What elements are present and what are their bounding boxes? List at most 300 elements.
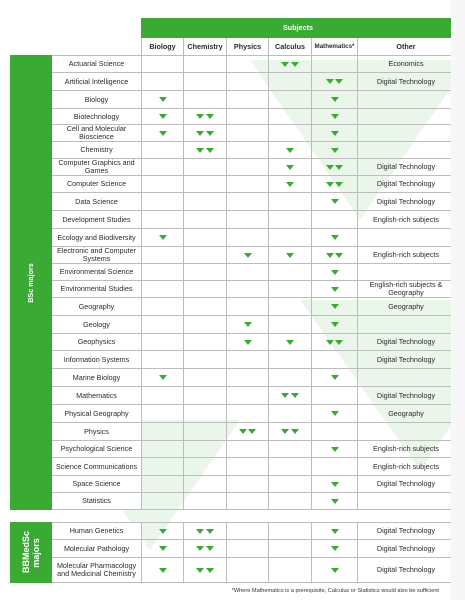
requirement-triangle-icon [286,253,294,258]
major-name: Actuarial Science [52,56,142,73]
subject-requirements-table [10,18,455,583]
major-name: Development Studies [52,211,142,229]
major-name: Mathematics [52,387,142,405]
requirement-cell [269,73,312,91]
other-subjects: English-rich subjects [358,441,455,458]
requirement-cell [184,56,227,73]
requirement-cell [184,281,227,298]
other-subjects [358,229,455,247]
requirement-cell [312,405,358,423]
requirement-cell [142,441,184,458]
requirement-cell [184,441,227,458]
major-name: Molecular Pathology [52,540,142,558]
requirement-cell [269,281,312,298]
requirement-cell [142,387,184,405]
requirement-triangle-icon [331,270,339,275]
other-subjects: Digital Technology [358,73,455,91]
requirement-triangle-icon [335,182,343,187]
major-name: Geophysics [52,334,142,351]
other-subjects: Digital Technology [358,176,455,193]
other-subjects: Digital Technology [358,558,455,583]
requirement-cell [227,405,269,423]
requirement-cell [227,476,269,493]
requirement-cell [312,458,358,476]
requirement-triangle-icon [281,62,289,67]
major-name: Chemistry [52,142,142,159]
requirement-cell [312,523,358,540]
requirement-cell [312,264,358,281]
requirement-cell [142,125,184,142]
other-subjects [358,125,455,142]
requirement-cell [184,369,227,387]
requirement-cell [269,109,312,125]
requirement-triangle-icon [335,340,343,345]
requirement-cell [184,540,227,558]
requirement-cell [142,264,184,281]
requirement-cell [142,91,184,109]
major-name: Electronic and Computer Systems [52,247,142,264]
table-row [11,176,455,193]
requirement-cell [142,458,184,476]
requirement-triangle-icon [159,235,167,240]
requirement-triangle-icon [331,447,339,452]
requirement-cell [142,334,184,351]
requirement-triangle-icon [291,429,299,434]
requirement-cell [312,540,358,558]
requirement-triangle-icon [159,114,167,119]
requirement-cell [312,316,358,334]
requirement-cell [227,423,269,441]
major-name: Marine Biology [52,369,142,387]
other-subjects: Digital Technology [358,540,455,558]
requirement-triangle-icon [196,131,204,136]
requirement-cell [227,316,269,334]
major-name: Psychological Science [52,441,142,458]
requirement-cell [184,405,227,423]
column-header: Physics [227,38,269,56]
other-subjects: Digital Technology [358,523,455,540]
requirement-cell [269,264,312,281]
table-row [11,73,455,91]
table-row [11,56,455,73]
column-header: Other [358,38,455,56]
major-name: Physics [52,423,142,441]
requirement-cell [227,193,269,211]
requirement-triangle-icon [206,546,214,551]
footnote: *Where Mathematics is a prerequisite, Calculus or Statistics would also be sufficient [231,588,439,594]
requirement-triangle-icon [331,529,339,534]
table-row [11,91,455,109]
requirement-cell [312,387,358,405]
requirement-cell [312,73,358,91]
major-name: Biology [52,91,142,109]
requirement-cell [142,476,184,493]
other-subjects [358,369,455,387]
requirement-triangle-icon [244,322,252,327]
requirement-cell [312,125,358,142]
table-row [11,540,455,558]
requirement-cell [184,558,227,583]
major-name: Statistics [52,493,142,510]
requirement-cell [142,229,184,247]
requirement-cell [184,334,227,351]
right-margin [451,0,465,600]
table-row [11,125,455,142]
requirement-cell [184,423,227,441]
major-name: Information Systems [52,351,142,369]
other-subjects: Economics [358,56,455,73]
requirement-cell [184,211,227,229]
requirement-cell [184,73,227,91]
requirement-triangle-icon [331,482,339,487]
column-header: Biology [142,38,184,56]
requirement-cell [269,229,312,247]
requirement-cell [312,493,358,510]
requirement-cell [142,247,184,264]
requirement-cell [142,316,184,334]
requirement-cell [227,281,269,298]
table-row [11,142,455,159]
requirement-cell [184,159,227,176]
requirement-cell [312,109,358,125]
other-subjects: Geography [358,298,455,316]
table-row [11,423,455,441]
column-header: Mathematics* [312,38,358,56]
other-subjects: Digital Technology [358,193,455,211]
requirement-triangle-icon [244,340,252,345]
requirement-cell [269,423,312,441]
requirement-cell [184,476,227,493]
requirement-cell [312,142,358,159]
table-row [11,369,455,387]
table-row [11,458,455,476]
requirement-cell [184,387,227,405]
requirement-cell [184,91,227,109]
requirement-cell [184,125,227,142]
requirement-triangle-icon [291,393,299,398]
requirement-cell [184,493,227,510]
requirement-cell [142,493,184,510]
requirement-cell [269,125,312,142]
requirement-cell [269,142,312,159]
requirement-triangle-icon [196,148,204,153]
requirement-triangle-icon [331,568,339,573]
requirement-triangle-icon [335,253,343,258]
major-name: Biotechnology [52,109,142,125]
other-subjects [358,493,455,510]
major-name: Computer Graphics and Games [52,159,142,176]
requirement-cell [269,523,312,540]
requirement-triangle-icon [206,131,214,136]
requirement-triangle-icon [196,114,204,119]
table-row [11,334,455,351]
requirement-cell [142,405,184,423]
requirement-cell [312,159,358,176]
requirement-cell [312,281,358,298]
major-name: Data Science [52,193,142,211]
major-name: Artificial Intelligence [52,73,142,91]
requirement-cell [184,351,227,369]
requirement-cell [142,540,184,558]
major-name: Molecular Pharmacology and Medicinal Chemistry [52,558,142,583]
other-subjects: Digital Technology [358,351,455,369]
requirement-cell [184,142,227,159]
requirement-cell [227,229,269,247]
other-subjects: English-rich subjects [358,458,455,476]
requirement-cell [269,476,312,493]
requirement-cell [312,476,358,493]
table-row [11,247,455,264]
other-subjects: English-rich subjects [358,247,455,264]
table-row [11,405,455,423]
requirement-cell [312,56,358,73]
table-row [11,476,455,493]
requirement-triangle-icon [206,148,214,153]
requirement-triangle-icon [331,199,339,204]
requirement-cell [269,56,312,73]
major-name: Ecology and Biodiversity [52,229,142,247]
requirement-triangle-icon [286,165,294,170]
other-subjects: English-rich subjects & Geography [358,281,455,298]
requirement-cell [227,247,269,264]
requirement-cell [269,211,312,229]
other-subjects [358,316,455,334]
requirement-cell [142,558,184,583]
requirement-triangle-icon [326,340,334,345]
requirement-cell [269,298,312,316]
requirement-cell [269,334,312,351]
group-label: BSc majors [11,56,52,510]
column-header: Calculus [269,38,312,56]
table-row [11,264,455,281]
requirement-triangle-icon [331,304,339,309]
requirement-triangle-icon [331,235,339,240]
requirement-cell [312,441,358,458]
subjects-header: Subjects [142,19,455,38]
major-name: Geology [52,316,142,334]
requirement-cell [269,247,312,264]
requirement-cell [312,247,358,264]
requirement-cell [269,405,312,423]
requirement-cell [269,351,312,369]
requirement-cell [269,493,312,510]
requirement-cell [142,298,184,316]
requirement-cell [269,316,312,334]
requirement-cell [142,73,184,91]
requirement-triangle-icon [286,340,294,345]
major-name: Human Genetics [52,523,142,540]
requirement-cell [269,91,312,109]
requirement-cell [142,369,184,387]
requirement-cell [227,558,269,583]
requirement-cell [227,298,269,316]
requirement-cell [142,159,184,176]
requirement-cell [269,458,312,476]
requirement-cell [312,351,358,369]
requirement-triangle-icon [326,253,334,258]
other-subjects: Digital Technology [358,387,455,405]
requirement-cell [227,159,269,176]
requirement-cell [227,56,269,73]
requirement-cell [269,176,312,193]
requirement-cell [269,369,312,387]
major-name: Environmental Studies [52,281,142,298]
other-subjects [358,91,455,109]
requirement-triangle-icon [335,165,343,170]
major-name: Cell and Molecular Bioscience [52,125,142,142]
requirement-cell [142,211,184,229]
table-row [11,159,455,176]
requirement-cell [227,334,269,351]
requirement-triangle-icon [206,568,214,573]
requirement-cell [269,540,312,558]
requirement-cell [184,176,227,193]
requirement-cell [312,229,358,247]
requirement-cell [312,558,358,583]
requirement-cell [184,109,227,125]
requirement-triangle-icon [196,529,204,534]
requirement-cell [227,351,269,369]
requirement-triangle-icon [286,148,294,153]
requirement-triangle-icon [326,165,334,170]
requirement-cell [227,125,269,142]
requirement-cell [227,369,269,387]
major-name: Space Science [52,476,142,493]
requirement-triangle-icon [331,131,339,136]
requirement-triangle-icon [326,182,334,187]
other-subjects [358,423,455,441]
requirement-cell [184,229,227,247]
requirement-triangle-icon [286,182,294,187]
requirement-cell [227,91,269,109]
major-name: Physical Geography [52,405,142,423]
requirement-triangle-icon [331,411,339,416]
requirement-triangle-icon [331,287,339,292]
requirement-cell [269,159,312,176]
requirement-triangle-icon [331,499,339,504]
requirement-cell [142,109,184,125]
table-row [11,193,455,211]
requirement-triangle-icon [159,97,167,102]
table-row [11,316,455,334]
other-subjects: Geography [358,405,455,423]
group-label: BBMedSc majors [11,523,52,583]
table-row [11,109,455,125]
requirement-cell [142,142,184,159]
table-row [11,387,455,405]
requirement-cell [142,423,184,441]
other-subjects [358,109,455,125]
requirement-triangle-icon [335,79,343,84]
requirement-cell [184,523,227,540]
requirement-triangle-icon [281,393,289,398]
other-subjects: Digital Technology [358,334,455,351]
other-subjects [358,264,455,281]
requirement-triangle-icon [239,429,247,434]
table-row [11,493,455,510]
requirement-cell [227,109,269,125]
table-row [11,523,455,540]
requirement-cell [184,458,227,476]
requirement-cell [227,142,269,159]
table-row [11,281,455,298]
table-row [11,229,455,247]
requirement-cell [184,264,227,281]
requirement-cell [312,211,358,229]
requirement-cell [227,73,269,91]
requirement-cell [142,193,184,211]
requirement-triangle-icon [159,568,167,573]
requirement-cell [142,176,184,193]
requirement-cell [312,334,358,351]
table-row [11,298,455,316]
column-header: Chemistry [184,38,227,56]
requirement-cell [312,369,358,387]
other-subjects: English-rich subjects [358,211,455,229]
requirement-cell [227,441,269,458]
requirement-cell [227,523,269,540]
requirement-cell [184,298,227,316]
requirement-triangle-icon [244,253,252,258]
requirement-triangle-icon [326,79,334,84]
requirement-cell [142,281,184,298]
requirement-triangle-icon [331,148,339,153]
other-subjects [358,142,455,159]
major-name: Science Communications [52,458,142,476]
requirement-cell [269,387,312,405]
requirement-triangle-icon [196,546,204,551]
requirement-cell [227,264,269,281]
requirement-triangle-icon [248,429,256,434]
requirement-triangle-icon [159,546,167,551]
other-subjects: Digital Technology [358,159,455,176]
table-row [11,558,455,583]
requirement-cell [227,458,269,476]
requirement-cell [269,441,312,458]
requirement-cell [142,351,184,369]
requirement-triangle-icon [159,375,167,380]
requirement-cell [312,193,358,211]
requirement-cell [227,387,269,405]
other-subjects: Digital Technology [358,476,455,493]
requirement-triangle-icon [331,114,339,119]
requirement-cell [184,316,227,334]
table-row [11,351,455,369]
requirement-cell [227,211,269,229]
requirement-cell [142,523,184,540]
requirement-cell [312,176,358,193]
requirement-cell [184,247,227,264]
requirement-triangle-icon [159,131,167,136]
requirement-cell [227,493,269,510]
table-row [11,211,455,229]
requirement-triangle-icon [331,546,339,551]
requirement-cell [312,423,358,441]
requirement-cell [312,298,358,316]
major-name: Geography [52,298,142,316]
requirement-cell [269,558,312,583]
requirement-triangle-icon [331,322,339,327]
requirement-cell [269,193,312,211]
major-name: Computer Science [52,176,142,193]
requirement-cell [142,56,184,73]
requirement-triangle-icon [159,529,167,534]
requirement-triangle-icon [281,429,289,434]
table-row [11,441,455,458]
requirement-triangle-icon [291,62,299,67]
requirement-cell [312,91,358,109]
requirement-triangle-icon [206,114,214,119]
